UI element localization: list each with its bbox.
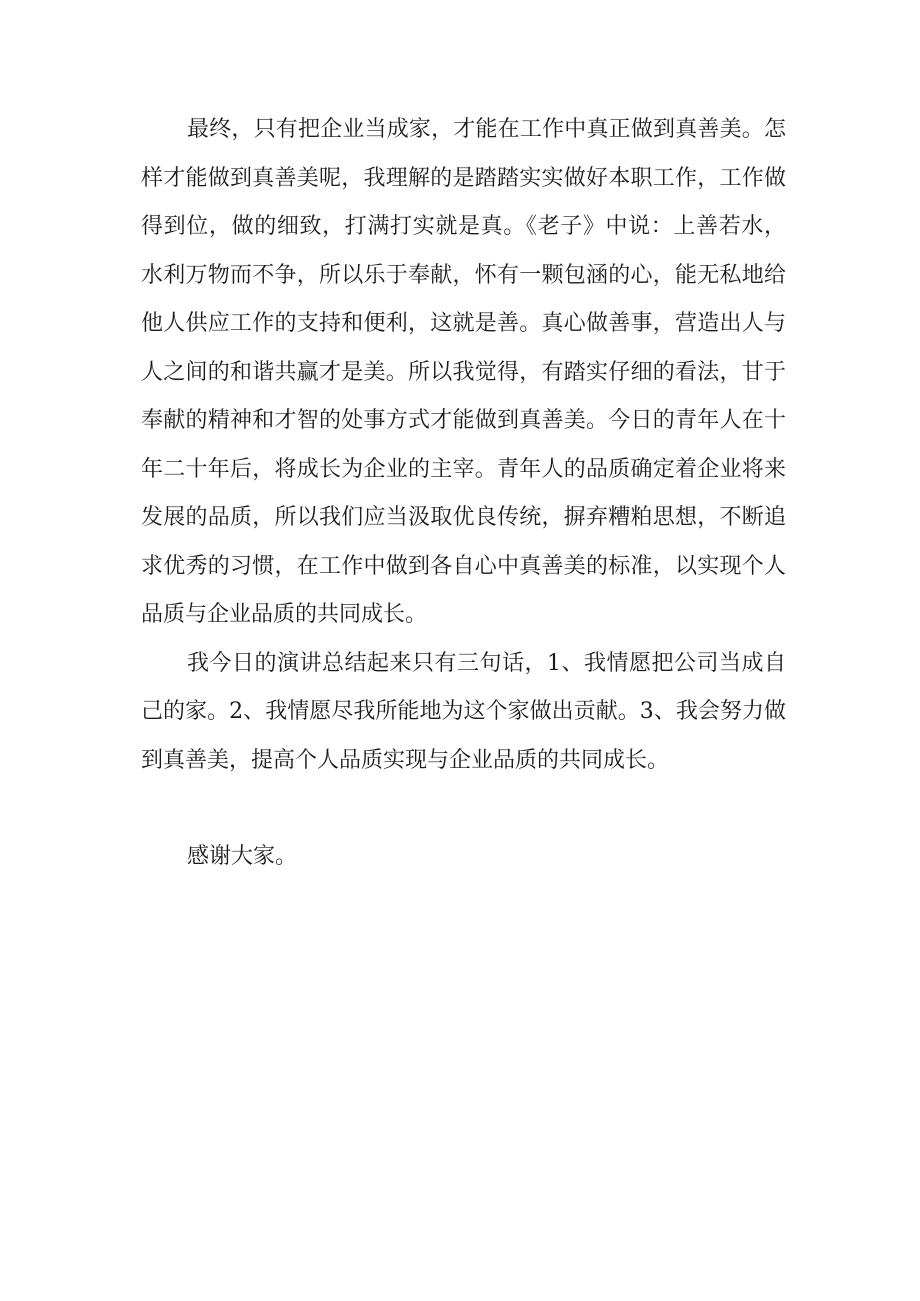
paragraph-2: 我今日的演讲总结起来只有三句话，1、我情愿把公司当成自己的家。2、我情愿尽我所能地为这个家做出贡献。3、我会努力做到真善美，提高个人品质实现与企业品质的共同成长。 (141, 650, 786, 773)
document-body (141, 106, 786, 882)
paragraph-1: 最终，只有把企业当成家，才能在工作中真正做到真善美。怎样才能做到真善美呢，我理解的是踏踏实实做好本职工作，工作做得到位，做的细致，打满打实就是真。《老子》中说：上善若水，水利万物而不争，所以乐于奉献，怀有一颗包涵的心，能无私地给他人供应工作的支持和便利，这就是善。真心做善事，营造出人与人之间的和谐共赢才是美。所以我觉得，有踏实仔细的看法，甘于奉献的精神和才智的处事方式才能做到真善美。今日的青年人在十年二十年后，将成长为企业的主宰。青年人的品质确定着企业将来发展的品质，所以我们应当汲取优良传统，摒弃糟粕思想，不断追求优秀的习惯，在工作中做到各自心中真善美的标准，以实现个人品质与企业品质的共同成长。 (141, 117, 786, 627)
closing-line: 感谢大家。 (187, 844, 298, 869)
